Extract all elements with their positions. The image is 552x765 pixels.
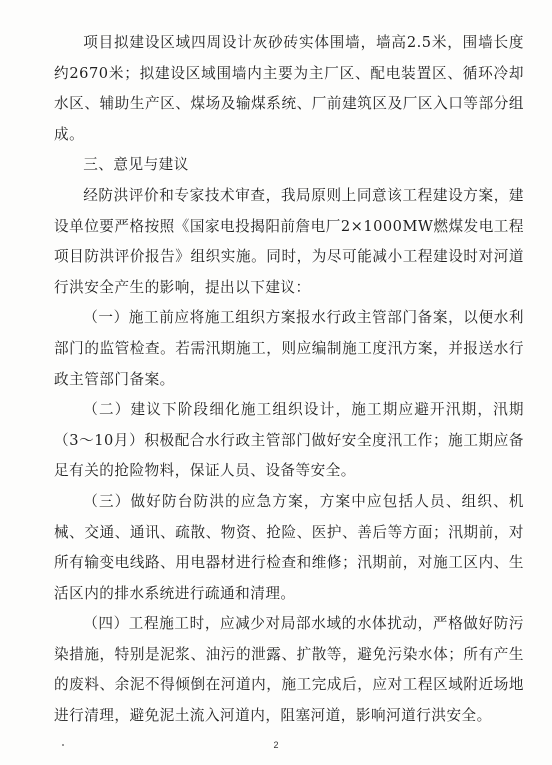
paragraph-suggestion-3: （三）做好防台防洪的应急方案，方案中应包括人员、组织、机械、交通、通讯、疏散、物资、抢险、医护、善后等方面；汛期前，对所有输变电线路、用电器材进行检查和维修；汛期前，对施工区内、生活区内的排水系统进行疏通和清理。	[54, 492, 524, 602]
paragraph-suggestion-2: （二）建议下阶段细化施工组织设计，施工期应避开汛期，汛期（3～10月）积极配合水行政主管部门做好安全度汛工作；施工期应备足有关的抢险物料，保证人员、设备等安全。	[54, 401, 524, 480]
paragraph-suggestion-4: （四）工程施工时，应减少对局部水域的水体扰动，严格做好防污染措施，特别是泥浆、油污的泄露、扩散等，避免污染水体；所有产生的废料、余泥不得倾倒在河道内，施工完成后，应对工程区域附近场地进行清理，避免泥土流入河道内，阻塞河道，影响河道行洪安全。	[54, 615, 524, 725]
page-number: 2	[273, 740, 279, 750]
paragraph-suggestion-1: （一）施工前应将施工组织方案报水行政主管部门备案，以便水利部门的监管检查。若需汛期施工，则应编制施工度汛方案，并报送水行政主管部门备案。	[54, 309, 524, 388]
scan-speck	[62, 744, 64, 746]
paragraph-site-enclosure: 项目拟建设区域四周设计灰砂砖实体围墙，墙高2.5米，围墙长度约2670米；拟建设区域围墙内主要为主厂区、配电装置区、循环冷却水区、辅助生产区、煤场及输煤系统、厂前建筑区及厂区入口等部分组成。	[54, 34, 524, 143]
section-heading-opinions: 三、意见与建议	[83, 156, 189, 174]
paragraph-approval: 经防洪评价和专家技术审查，我局原则上同意该工程建设方案，建设单位要严格按照《国家电投揭阳前詹电厂2×1000MW燃煤发电工程项目防洪评价报告》组织实施。同时，为尽可能减小工程建设时对河道行洪安全产生的影响，提出以下建议：	[54, 186, 524, 296]
document-body	[54, 28, 524, 732]
